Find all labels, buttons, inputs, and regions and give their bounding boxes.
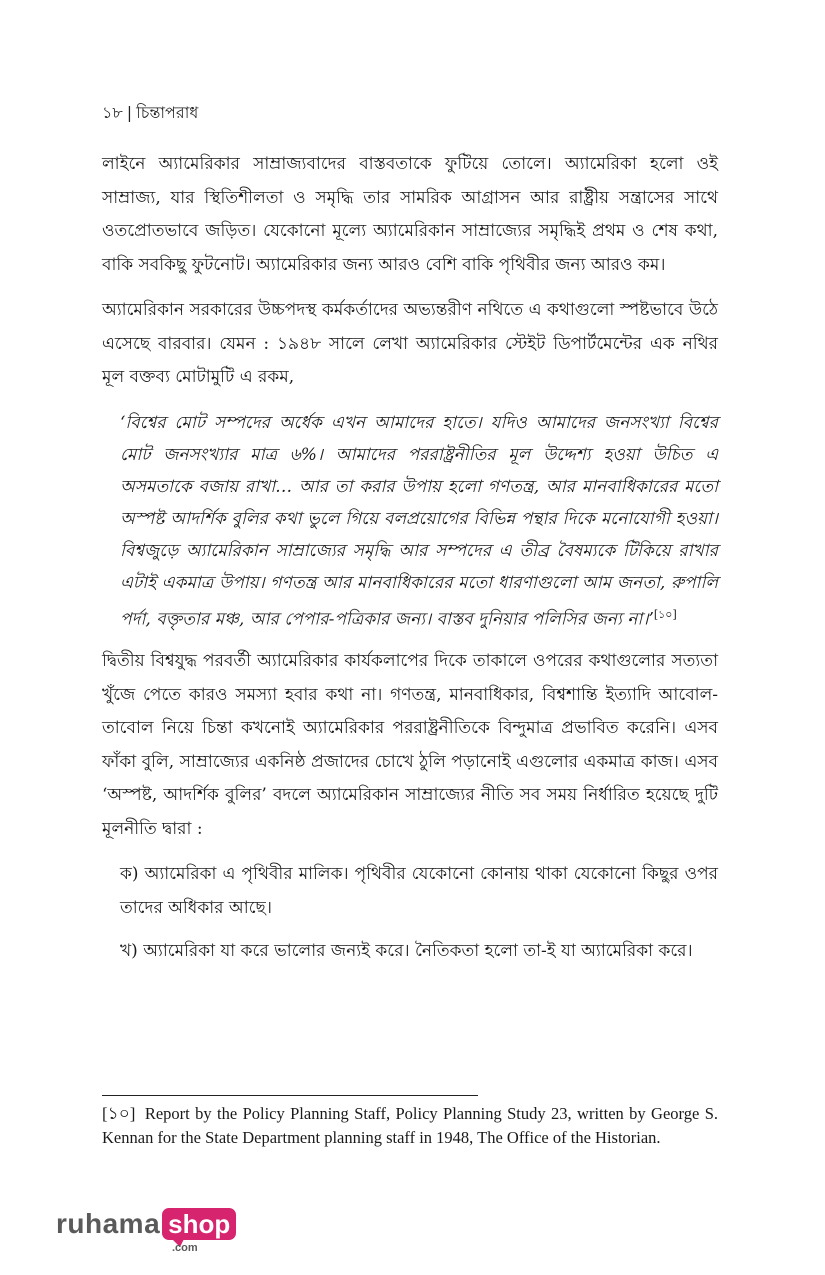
list-item-b: খ) অ্যামেরিকা যা করে ভালোর জন্যই করে। নৈতিকতা হলো তা-ই যা অ্যামেরিকা করে। — [120, 941, 693, 962]
footnote-marker: [১০] — [102, 1104, 136, 1123]
paragraph-2: অ্যামেরিকান সরকারের উচ্চপদস্থ কর্মকর্তাদের অভ্যন্তরীণ নথিতে এ কথাগুলো স্পষ্টভাবে উঠে এসেছে বারবার। যেমন : ১৯৪৮ সালে লেখা অ্যামেরিকার স্টেইট ডিপার্টমেন্টের এক নথির মূল বক্তব্য মোটামুটি এ রকম, — [102, 300, 718, 387]
header-separator: | — [126, 103, 133, 122]
quote-reference: [১০] — [653, 607, 677, 621]
footnote-text: Report by the Policy Planning Staff, Policy Planning Study 23, written by George S. Kennan for the State Department planning staff in 1948, The Office of the Historian. — [102, 1104, 719, 1147]
logo-domain: .com — [172, 1242, 198, 1254]
page-body — [102, 148, 718, 979]
logo-shop-badge: shop — [162, 1208, 236, 1240]
footnote — [102, 1102, 718, 1150]
quote-text: ‘বিশ্বের মোট সম্পদের অর্ধেক এখন আমাদের হাতে। যদিও আমাদের জনসংখ্যা বিশ্বের মোট জনসংখ্যার মাত্র ৬%। আমাদের পররাষ্ট্রনীতির মূল উদ্দেশ্য হওয়া উচিত এ অসমতাকে বজায় রাখা… আর তা করার উপায় হলো গণতন্ত্র, আর মানবাধিকারের মতো অস্পষ্ট আদর্শিক বুলির কথা ভুলে গিয়ে বলপ্রয়োগের বিভিন্ন পন্থার দিকে মনোযোগী হওয়া। বিশ্বজুড়ে অ্যামেরিকান সাম্রাজ্যের সমৃদ্ধি আর সম্পদের এ তীব্র বৈষম্যকে টিকিয়ে রাখার এটাই একমাত্র উপায়। গণতন্ত্র আর মানবাধিকারের মতো ধারণাগুলো আম জনতা, রুপালি পর্দা, বক্তৃতার মঞ্চ, আর পেপার-পত্রিকার জন্য। বাস্তব দুনিয়ার পলিসির জন্য না।’ — [120, 412, 718, 630]
book-title: চিন্তাপরাধ — [136, 103, 199, 122]
logo-word: ruhama — [56, 1208, 161, 1239]
page-number: ১৮ — [102, 103, 123, 122]
footnote-divider — [102, 1095, 478, 1096]
paragraph-3: দ্বিতীয় বিশ্বযুদ্ধ পরবর্তী অ্যামেরিকার কার্যকলাপের দিকে তাকালে ওপরের কথাগুলোর সত্যতা খুঁজে পেতে কারও সমস্যা হবার কথা না। গণতন্ত্র, মানবাধিকার, বিশ্বশান্তি ইত্যাদি আবোল-তাবোল নিয়ে চিন্তা কখনোই অ্যামেরিকার পররাষ্ট্রনীতিকে বিন্দুমাত্র প্রভাবিত করেনি। এসব ফাঁকা বুলি, সাম্রাজ্যের একনিষ্ঠ প্রজাদের চোখে ঠুলি পড়ানোই এগুলোর একমাত্র কাজ। এসব ‘অস্পষ্ট, আদর্শিক বুলির’ বদলে অ্যামেরিকান সাম্রাজ্যের নীতি সব সময় নির্ধারিত হয়েছে দুটি মূলনীতি দ্বারা : — [102, 651, 718, 839]
paragraph-1: লাইনে অ্যামেরিকার সাম্রাজ্যবাদের বাস্তবতাকে ফুটিয়ে তোলে। অ্যামেরিকা হলো ওই সাম্রাজ্য, যার স্থিতিশীলতা ও সমৃদ্ধি তার সামরিক আগ্রাসন আর রাষ্ট্রীয় সন্ত্রাসের সাথে ওতপ্রোতভাবে জড়িত। যেকোনো মূল্যে অ্যামেরিকান সাম্রাজ্যের সমৃদ্ধিই প্রথম ও শেষ কথা, বাকি সবকিছু ফুটনোট। অ্যামেরিকার জন্য আরও বেশি বাকি পৃথিবীর জন্য আরও কম। — [102, 154, 718, 275]
block-quote — [120, 407, 718, 636]
list-item-a: ক) অ্যামেরিকা এ পৃথিবীর মালিক। পৃথিবীর যেকোনো কোনায় থাকা যেকোনো কিছুর ওপর তাদের অধিকার আছে। — [120, 864, 718, 918]
running-header — [102, 100, 198, 127]
ruhamashop-logo — [56, 1208, 236, 1254]
